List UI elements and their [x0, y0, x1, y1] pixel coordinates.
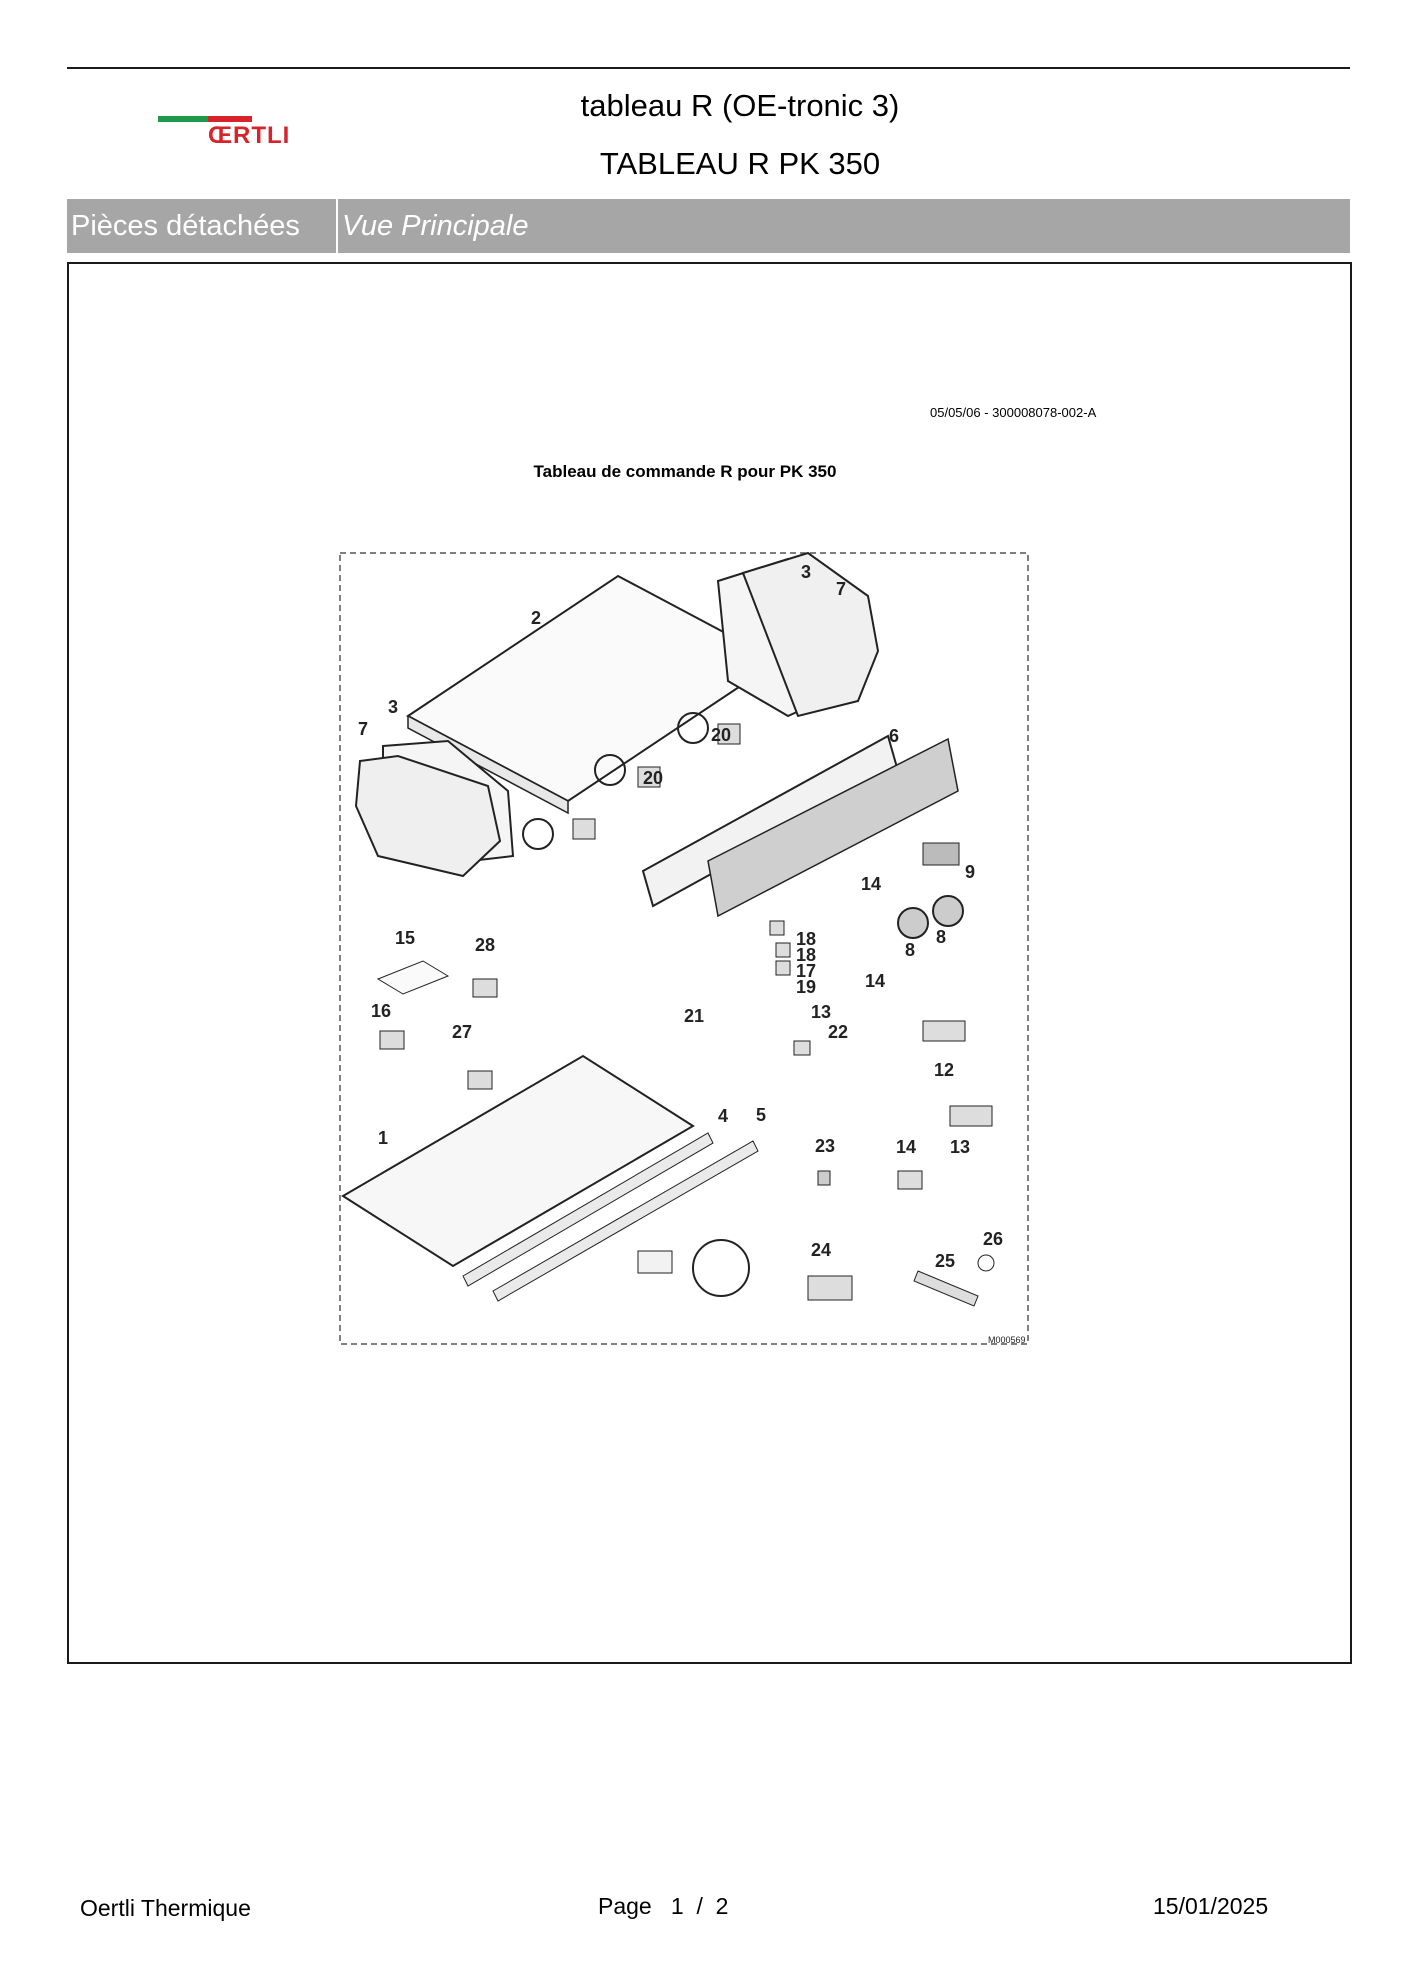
part-connector — [380, 1031, 404, 1049]
part-strip — [914, 1271, 978, 1306]
part-knob — [898, 908, 928, 938]
part-thermostat-coil — [523, 819, 553, 849]
callout-number: 21 — [684, 1006, 705, 1026]
callout-number: 19 — [796, 977, 817, 997]
part-fuse-holder — [923, 843, 959, 865]
part-connector-5 — [950, 1106, 992, 1126]
part-connector-2 — [468, 1071, 492, 1089]
part-switch-4 — [794, 1041, 810, 1055]
part-support-plate — [378, 961, 448, 994]
section-bar-separator — [336, 199, 338, 253]
part-connector-6 — [898, 1171, 922, 1189]
callout-number: 2 — [531, 608, 542, 628]
callout-number: 12 — [934, 1060, 955, 1080]
callout-number: 20 — [711, 725, 732, 745]
callout-number: 20 — [643, 768, 664, 788]
callout-number: 14 — [861, 874, 882, 894]
callout-number: 3 — [388, 697, 399, 717]
part-connector-3 — [473, 979, 497, 997]
callout-number: 8 — [936, 927, 947, 947]
callout-number: 9 — [965, 862, 976, 882]
part-thermostat — [573, 819, 595, 839]
callout-number: 23 — [815, 1136, 836, 1156]
part-cable-coil — [693, 1240, 749, 1296]
figure-code: M000569 — [988, 1335, 1026, 1345]
part-base — [343, 1056, 693, 1266]
callout-number: 18 — [796, 929, 817, 949]
callout-number: 1 — [378, 1128, 389, 1148]
callout-number: 17 — [796, 961, 817, 981]
footer-page-number: Page 1 / 2 — [598, 1893, 729, 1919]
callout-number: 4 — [718, 1106, 729, 1126]
section-label-spare-parts: Pièces détachées — [71, 210, 300, 242]
callout-number: 18 — [796, 945, 817, 965]
part-sensor-box — [638, 1251, 672, 1273]
callout-number: 14 — [865, 971, 886, 991]
callout-number: 25 — [935, 1251, 956, 1271]
footer-date: 15/01/2025 — [1153, 1893, 1269, 1919]
callout-number: 16 — [371, 1001, 392, 1021]
callout-number: 24 — [811, 1240, 832, 1260]
callout-number: 7 — [358, 719, 369, 739]
top-rule — [67, 67, 1350, 69]
part-switch-2 — [776, 943, 790, 957]
part-cable-tie — [978, 1255, 994, 1271]
part-connector-7 — [808, 1276, 852, 1300]
callout-number: 8 — [905, 940, 916, 960]
part-knob-2 — [933, 896, 963, 926]
part-clip — [818, 1171, 830, 1185]
drawing-reference: 05/05/06 - 300008078-002-A — [930, 405, 1097, 420]
document-title: tableau R (OE-tronic 3) — [580, 88, 900, 123]
footer-company: Oertli Thermique — [80, 1895, 251, 1921]
callout-number: 22 — [828, 1022, 849, 1042]
callout-number: 28 — [475, 935, 496, 955]
callout-number: 5 — [756, 1105, 767, 1125]
callout-number: 3 — [801, 562, 812, 582]
section-label-main-view: Vue Principale — [342, 210, 529, 242]
oertli-logo — [158, 112, 308, 152]
callout-number: 15 — [395, 928, 416, 948]
callout-number: 13 — [950, 1137, 971, 1157]
callout-number: 6 — [889, 726, 900, 746]
drawing-title: Tableau de commande R pour PK 350 — [533, 462, 837, 481]
exploded-view-diagram — [338, 551, 1030, 1346]
document-subtitle: TABLEAU R PK 350 — [599, 146, 881, 181]
callout-number: 13 — [811, 1002, 832, 1022]
part-connector-4 — [923, 1021, 965, 1041]
callout-number: 27 — [452, 1022, 473, 1042]
part-switch — [770, 921, 784, 935]
callout-number: 7 — [836, 579, 847, 599]
callout-number: 14 — [896, 1137, 917, 1157]
callout-number: 26 — [983, 1229, 1004, 1249]
part-switch-3 — [776, 961, 790, 975]
logo-text: ŒRTLI — [208, 122, 291, 149]
logo-stripe-green — [158, 116, 208, 122]
